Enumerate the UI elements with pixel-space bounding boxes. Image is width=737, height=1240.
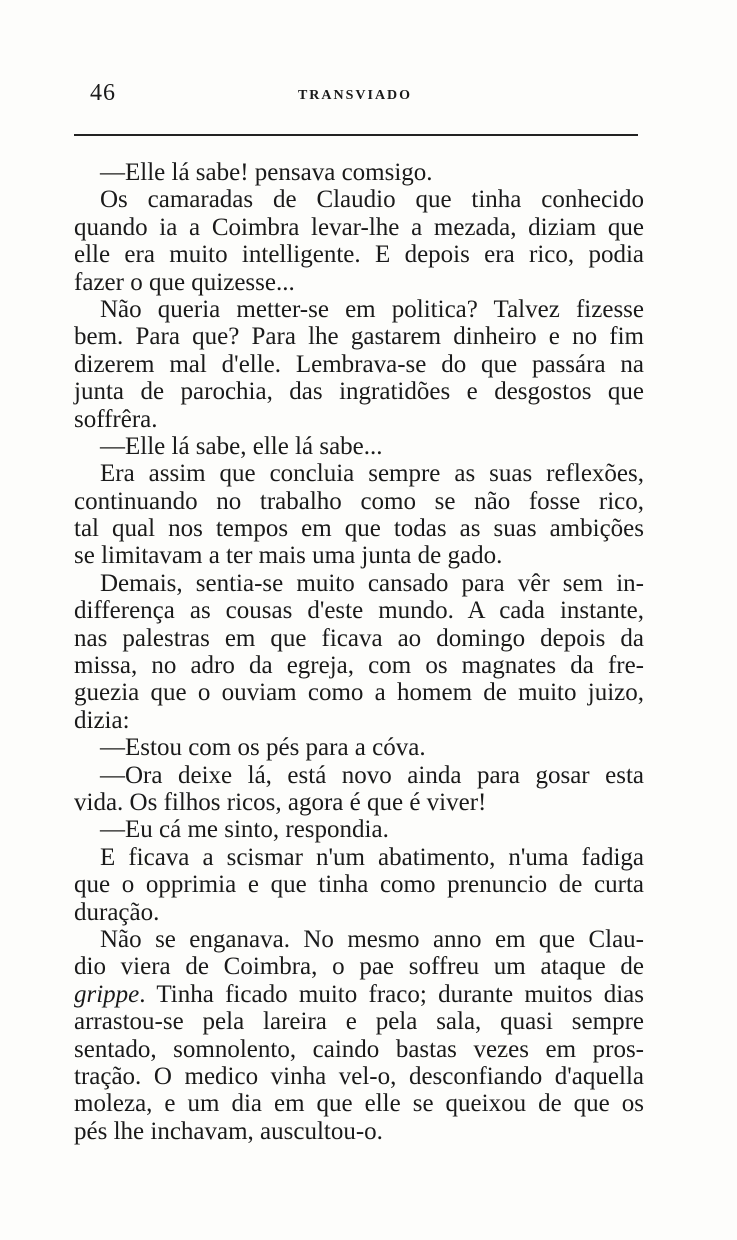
text-line: tração. O medico vinha vel-o, desconfiando d'aquella bbox=[74, 1062, 644, 1090]
text-line: Não se enganava. No mesmo anno em que Clau- bbox=[100, 925, 644, 953]
text-line: differença as cousas d'este mundo. A cada instante, bbox=[74, 597, 644, 625]
text-line: dio viera de Coimbra, o pae soffreu um ataque de bbox=[74, 953, 644, 981]
page-number: 46 bbox=[90, 80, 116, 106]
text-line: E ficava a scismar n'um abatimento, n'uma fadiga bbox=[100, 843, 644, 871]
running-title: TRANSVIADO bbox=[297, 88, 413, 103]
header-rule bbox=[74, 134, 638, 136]
body-text bbox=[74, 159, 644, 1145]
text-line: Demais, sentia-se muito cansado para vêr sem in- bbox=[100, 569, 644, 597]
text-line: —Eu cá me sinto, respondia. bbox=[100, 816, 389, 844]
text-line: tal qual nos tempos em que todas as suas ambições bbox=[74, 515, 644, 543]
text-line: fazer o que quizesse... bbox=[74, 268, 295, 296]
text-line: moleza, e um dia em que elle se queixou de que os bbox=[74, 1090, 644, 1118]
text-line: —Elle lá sabe! pensava comsigo. bbox=[100, 159, 433, 186]
text-line: quando ia a Coimbra levar-lhe a mezada, diziam que bbox=[74, 213, 644, 241]
text-line: vida. Os filhos ricos, agora é que é viver! bbox=[74, 788, 487, 816]
text-line: dizerem mal d'elle. Lembrava-se do que passára na bbox=[74, 350, 644, 378]
italic-word: grippe bbox=[74, 980, 140, 1008]
text-line: —Elle lá sabe, elle lá sabe... bbox=[100, 432, 383, 460]
text-line: Não queria metter-se em politica? Talvez fizesse bbox=[100, 295, 644, 323]
text-line bbox=[74, 981, 644, 1008]
text-line: elle era muito intelligente. E depois era rico, podia bbox=[74, 241, 644, 269]
text-line: arrastou-se pela lareira e pela sala, quasi sempre bbox=[74, 1008, 644, 1036]
text-line: missa, no adro da egreja, com os magnates da fre- bbox=[74, 652, 644, 680]
text-line: duração. bbox=[74, 898, 160, 926]
page-header bbox=[90, 80, 650, 110]
text-line: junta de parochia, das ingratidões e desgostos que bbox=[74, 378, 644, 406]
text-line: soffrêra. bbox=[74, 405, 158, 433]
text-line: sentado, somnolento, caindo bastas vezes em pros- bbox=[74, 1035, 644, 1063]
text-line: dizia: bbox=[74, 706, 130, 734]
text-line: —Estou com os pés para a cóva. bbox=[100, 734, 426, 762]
text-line: bem. Para que? Para lhe gastarem dinheiro e no fim bbox=[74, 323, 644, 351]
text-line: nas palestras em que ficava ao domingo depois da bbox=[74, 624, 644, 652]
text-line: que o opprimia e que tinha como prenuncio de curta bbox=[74, 871, 644, 899]
text-line: pés lhe inchavam, auscultou-o. bbox=[74, 1117, 383, 1145]
text-line: continuando no trabalho como se não fosse rico, bbox=[74, 487, 644, 515]
text-line: —Ora deixe lá, está novo ainda para gosar esta bbox=[100, 761, 644, 789]
text-line: Os camaradas de Claudio que tinha conhecido bbox=[100, 186, 644, 214]
text-line: se limitavam a ter mais uma junta de gado. bbox=[74, 542, 503, 570]
text-line: Era assim que concluia sempre as suas reflexões, bbox=[100, 460, 644, 488]
text-line: guezia que o ouviam como a homem de muito juizo, bbox=[74, 679, 644, 707]
text-line-rest: . Tinha ficado muito fraco; durante muitos dias bbox=[139, 980, 644, 1008]
